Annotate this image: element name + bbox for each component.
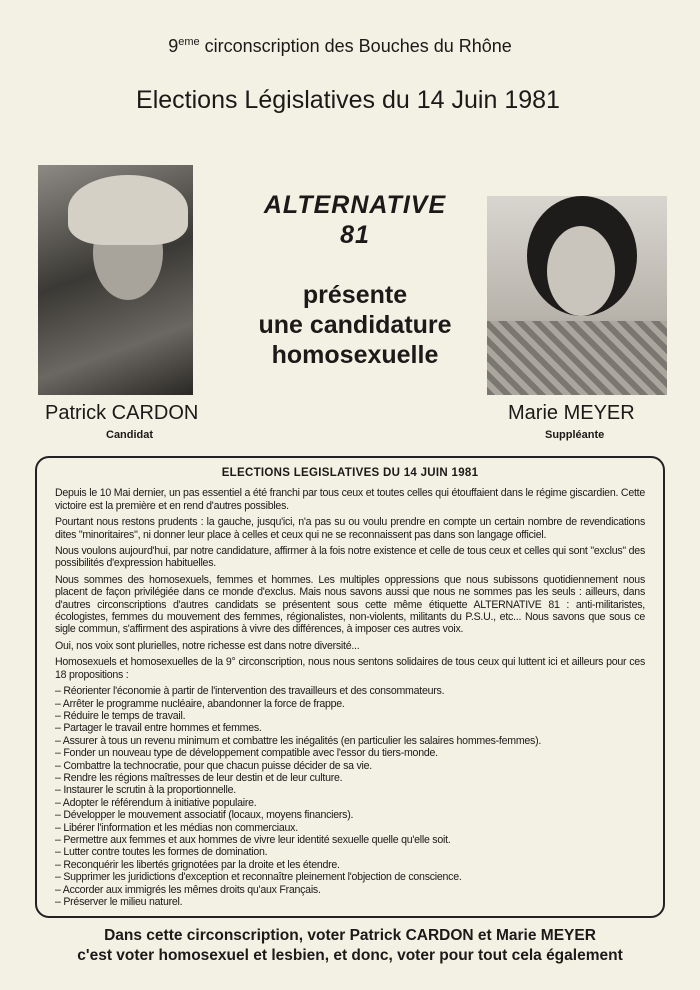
proposition-item: – Accorder aux immigrés les mêmes droits qu'aux Français.	[55, 883, 321, 896]
proposition-item: – Développer le mouvement associatif (locaux, moyens financiers).	[55, 809, 354, 822]
page-title: Elections Législatives du 14 Juin 1981	[136, 86, 560, 114]
proposition-item: – Arrêter le programme nucléaire, abandonner la force de frappe.	[55, 697, 345, 710]
proposition-item: – Réduire le temps de travail.	[55, 709, 186, 722]
footer-line: c'est voter homosexuel et lesbien, et donc, voter pour tout cela également	[77, 947, 623, 965]
constituency-subtitle	[0, 36, 690, 57]
candidate-photo-patrick-cardon	[38, 165, 193, 395]
proposition-item: – Supprimer les juridictions d'exception et reconnaître pleinement l'objection de conscience.	[55, 871, 462, 884]
manifesto-paragraph: Oui, nos voix sont plurielles, notre richesse est dans notre diversité...	[55, 639, 360, 652]
face-shape	[547, 226, 615, 316]
substitute-name: Marie MEYER	[508, 402, 635, 424]
tagline-line: présente	[302, 281, 408, 309]
party-name	[215, 190, 495, 250]
proposition-item: – Libérer l'information et les médias non commerciaux.	[55, 821, 298, 834]
manifesto-paragraph: Pourtant nous restons prudents : la gauche, jusqu'ici, n'a pas su ou voulu prendre en compte un certain nombre de revendications dites "minoritaires", ni donner leur place à celles et ceux qui ne se reconnaissent pas dans son langage officiel.	[55, 516, 645, 541]
substitute-role: Suppléante	[545, 429, 605, 441]
hair-shape	[68, 175, 188, 245]
proposition-item: – Réorienter l'économie à partir de l'intervention des travailleurs et des consommateurs.	[55, 685, 445, 698]
proposition-item: – Assurer à tous un revenu minimum et combattre les inégalités (en particulier les salaires hommes-femmes).	[55, 734, 542, 747]
footer-call-to-vote	[0, 926, 700, 966]
candidate-photo-marie-meyer	[487, 196, 667, 395]
proposition-item: – Reconquérir les libertés grignotées par la droite et les étendre.	[55, 858, 340, 871]
proposition-item: – Partager le travail entre hommes et femmes.	[55, 722, 262, 735]
manifesto-box	[35, 456, 665, 918]
manifesto-paragraph: Homosexuels et homosexuelles de la 9° circonscription, nous nous sentons solidaires de tous ceux qui luttent ici et ailleurs pour ces 18 propositions :	[55, 656, 645, 681]
candidate-role: Candidat	[106, 429, 154, 441]
proposition-item: – Préserver le milieu naturel.	[55, 896, 183, 908]
proposition-item: – Combattre la technocratie, pour que chacun puisse décider de sa vie.	[55, 759, 372, 772]
tagline	[215, 280, 495, 370]
party-name-line1: ALTERNATIVE	[263, 191, 447, 219]
party-name-line2: 81	[340, 221, 370, 249]
proposition-item: – Lutter contre toutes les formes de domination.	[55, 846, 268, 859]
proposition-item: – Rendre les régions maîtresses de leur destin et de leur culture.	[55, 771, 343, 784]
footer-line: Dans cette circonscription, voter Patrick CARDON et Marie MEYER	[104, 927, 596, 945]
tagline-line: une candidature	[258, 311, 452, 339]
proposition-item: – Adopter le référendum à initiative populaire.	[55, 796, 257, 809]
manifesto-paragraph: Nous voulons aujourd'hui, par notre candidature, affirmer à la fois notre existence et celle de tous ceux et celles qui sont "exclus" des possibilités d'expression habituelles.	[55, 545, 645, 570]
shirt-shape	[487, 321, 667, 395]
subtitle-superscript: eme	[178, 36, 200, 48]
candidate-name: Patrick CARDON	[45, 402, 199, 424]
subtitle-text: circonscription des Bouches du Rhône	[199, 36, 512, 56]
manifesto-paragraph: Nous sommes des homosexuels, femmes et hommes. Les multiples oppressions que nous subissons quotidiennement nous placent de façon privilégiée dans ce monde d'exclus. Mais nous savons aussi que nous ne sommes pas les seuls : ailleurs, dans d'autres circonscriptions d'autres candidats se présentent sous cette même étiquette ALTERNATIVE 81 : anti-militaristes, écologistes, femmes du mouvement des femmes, régionalistes, non-violents, militants du P.S.U., etc... Nous savons que sous ce sigle commun, s'affirment des aspirations à vivre des différences, à imposer ces autres voix.	[55, 573, 645, 636]
manifesto-title: ELECTIONS LEGISLATIVES DU 14 JUIN 1981	[221, 467, 479, 479]
proposition-item: – Instaurer le scrutin à la proportionnelle.	[55, 784, 236, 797]
proposition-item: – Permettre aux femmes et aux hommes de vivre leur identité sexuelle quelle qu'elle soit.	[55, 833, 451, 846]
propositions-list	[55, 685, 645, 908]
tagline-line: homosexuelle	[271, 341, 439, 369]
manifesto-paragraph: Depuis le 10 Mai dernier, un pas essentiel a été franchi par tous ceux et toutes celles qui étouffaient dans le régime giscardien. Cette victoire est la première et en rend d'autres possibles.	[55, 487, 645, 512]
subtitle-number: 9	[168, 36, 179, 56]
lower-section	[0, 456, 700, 966]
proposition-item: – Fonder un nouveau type de développement compatible avec l'essor du tiers-monde.	[55, 747, 438, 760]
